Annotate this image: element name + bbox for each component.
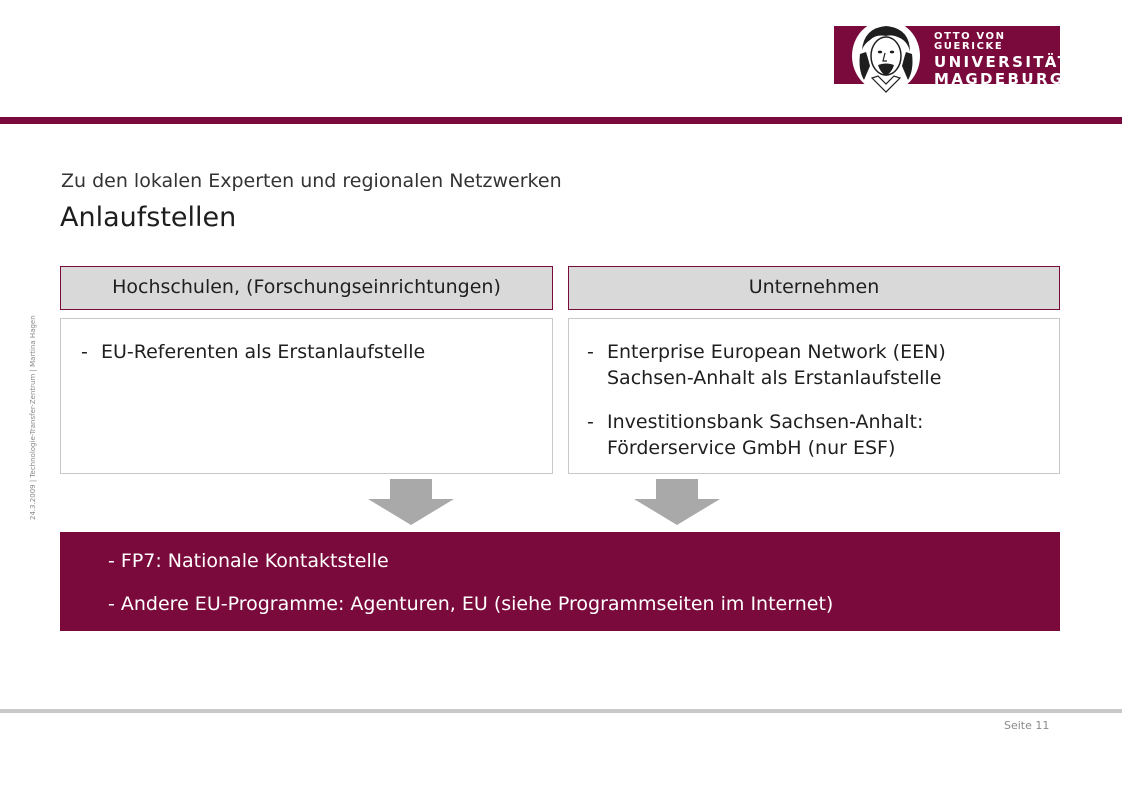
sidebar-note: 24.3.2009 | Technologie-Transfer-Zentrum | Martina Hagen [29, 315, 37, 520]
column-header-universities: Hochschulen, (Forschungseinrichtungen) [60, 266, 553, 310]
logo-line-2: UNIVERSITÄT [934, 53, 1071, 71]
page-number: Seite 11 [1004, 719, 1050, 732]
page-subtitle: Zu den lokalen Experten und regionalen Netzwerken [61, 170, 562, 192]
list-item-line-2: Förderservice GmbH (nur ESF) [607, 437, 896, 459]
list-item-text: EU-Referenten als Erstanlaufstelle [101, 341, 426, 363]
logo-line-3: MAGDEBURG [934, 70, 1065, 88]
header-rule [0, 117, 1122, 124]
list-dash: - [81, 341, 88, 363]
list-item-line-1: Investitionsbank Sachsen-Anhalt: [607, 411, 924, 433]
column-body-companies [568, 318, 1060, 474]
list-item-line-1: Enterprise European Network (EEN) [607, 341, 946, 363]
column-body-universities [60, 318, 553, 474]
list-item [587, 339, 1047, 391]
page-title: Anlaufstellen [60, 202, 237, 233]
down-arrow-icon [634, 479, 720, 525]
contact-item-eu-programmes: - Andere EU-Programme: Agenturen, EU (siehe Programmseiten im Internet) [108, 593, 834, 615]
list-dash: - [587, 411, 594, 433]
footer-rule [0, 709, 1122, 713]
column-header-companies: Unternehmen [568, 266, 1060, 310]
list-item [587, 409, 1047, 461]
contact-points-box [60, 532, 1060, 631]
logo-wordmark [934, 32, 1070, 87]
university-logo [834, 26, 1071, 88]
list-item [81, 339, 541, 365]
down-arrow-icon [368, 479, 454, 525]
logo-line-1: OTTO VON GUERICKE [934, 31, 1006, 52]
list-item-line-2: Sachsen-Anhalt als Erstanlaufstelle [607, 367, 942, 389]
founder-portrait-icon [842, 20, 926, 98]
list-dash: - [587, 341, 594, 363]
contact-item-fp7: - FP7: Nationale Kontaktstelle [108, 550, 389, 572]
